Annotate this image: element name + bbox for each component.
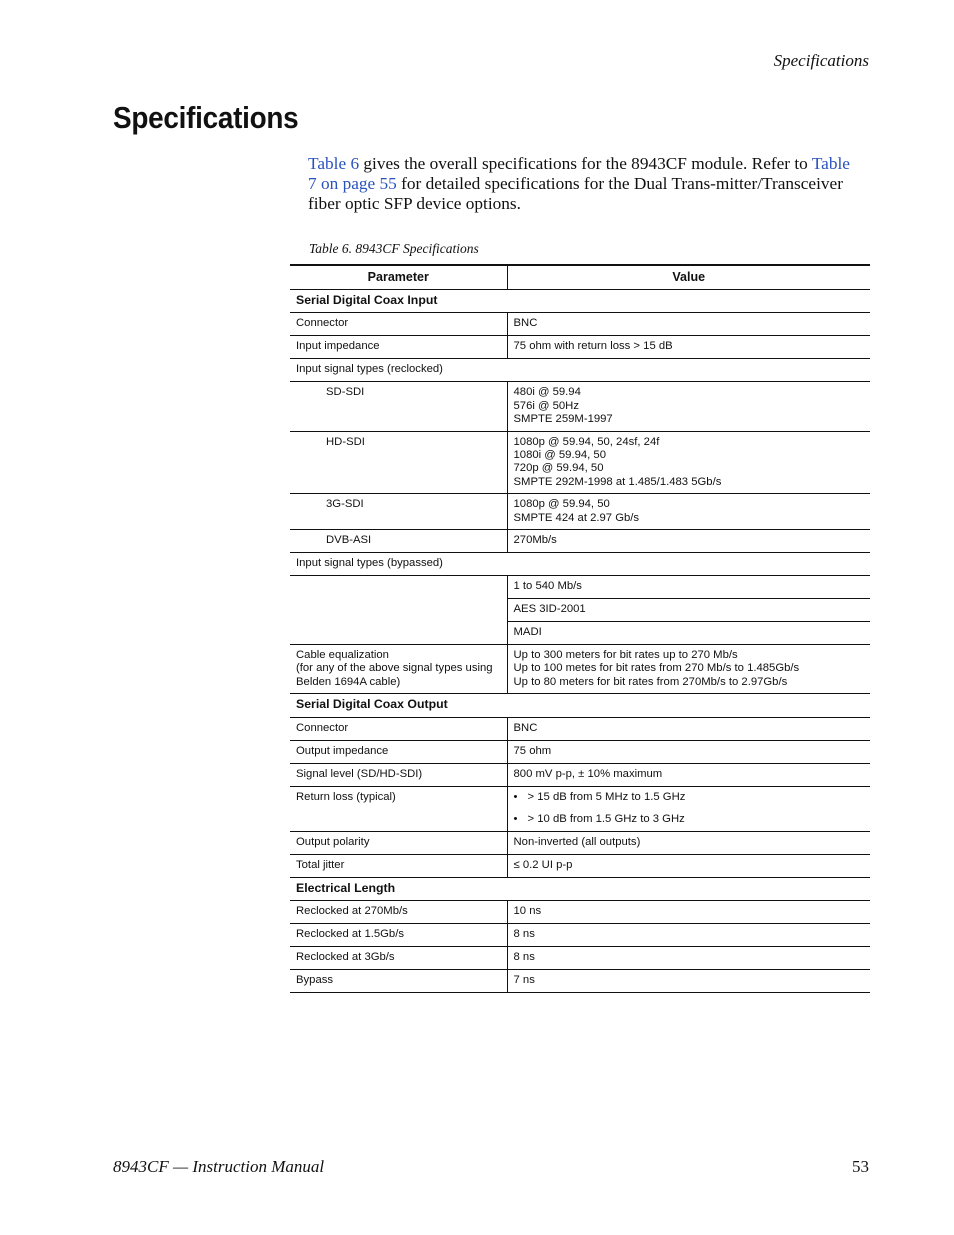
value-cell	[507, 431, 870, 494]
footer-manual-title: 8943CF — Instruction Manual	[113, 1157, 325, 1176]
parameter-cell: Connector	[290, 717, 507, 740]
parameter-cell: Input signal types (reclocked)	[290, 359, 870, 382]
value-cell: BNC	[507, 313, 870, 336]
table-row	[290, 530, 870, 553]
section-label: Serial Digital Coax Input	[290, 290, 870, 313]
column-header-parameter: Parameter	[290, 265, 507, 290]
parameter-line: Cable equalization	[296, 649, 389, 662]
value-cell: 75 ohm with return loss > 15 dB	[507, 336, 870, 359]
running-head: Specifications	[773, 51, 869, 70]
table-row	[290, 946, 870, 969]
table-row	[290, 313, 870, 336]
parameter-cell: Output polarity	[290, 831, 507, 854]
table-row	[290, 336, 870, 359]
parameter-line: Belden 1694A cable)	[296, 675, 401, 688]
table-row	[290, 786, 870, 831]
parameter-cell: Connector	[290, 313, 507, 336]
value-line: 720p @ 59.94, 50	[513, 462, 604, 475]
section-label: Serial Digital Coax Output	[290, 694, 870, 717]
table-row	[290, 923, 870, 946]
table-row	[290, 359, 870, 382]
parameter-cell: Return loss (typical)	[290, 786, 507, 831]
page-title: Specifications	[113, 100, 299, 135]
section-row	[290, 877, 870, 900]
bullet-item	[514, 813, 865, 826]
table-row	[290, 494, 870, 530]
bullet-text: > 15 dB from 5 MHz to 1.5 GHz	[527, 790, 686, 803]
value-line: 1080p @ 59.94, 50, 24sf, 24f	[513, 435, 660, 448]
table-row	[290, 576, 870, 599]
value-line: Up to 300 meters for bit rates up to 270 Mb/s	[513, 649, 738, 662]
value-line: Up to 80 meters for bit rates from 270Mb/s to 2.97Gb/s	[513, 675, 788, 688]
parameter-cell: HD-SDI	[290, 431, 507, 494]
value-cell: MADI	[507, 622, 870, 645]
value-cell: 1 to 540 Mb/s	[507, 576, 870, 599]
value-line: Up to 100 metes for bit rates from 270 Mb/s to 1.485Gb/s	[513, 662, 800, 675]
value-cell	[507, 494, 870, 530]
bullet-item	[514, 791, 865, 804]
value-cell: Non-inverted (all outputs)	[507, 831, 870, 854]
table-row	[290, 431, 870, 494]
table-row	[290, 717, 870, 740]
parameter-cell: Reclocked at 3Gb/s	[290, 946, 507, 969]
value-cell: 10 ns	[507, 900, 870, 923]
value-cell: AES 3ID-2001	[507, 599, 870, 622]
table-row	[290, 831, 870, 854]
parameter-cell	[290, 645, 507, 694]
value-line: SMPTE 259M-1997	[513, 413, 613, 426]
parameter-cell: Input impedance	[290, 336, 507, 359]
intro-paragraph	[308, 154, 856, 214]
parameter-cell: Total jitter	[290, 854, 507, 877]
table-header-row	[290, 265, 870, 290]
table-7-link[interactable]: Table 7 on page 55	[308, 154, 850, 193]
value-cell: 270Mb/s	[507, 530, 870, 553]
section-row	[290, 290, 870, 313]
value-line: SMPTE 292M-1998 at 1.485/1.483 5Gb/s	[513, 475, 722, 488]
value-cell: ≤ 0.2 UI p-p	[507, 854, 870, 877]
parameter-cell: SD-SDI	[290, 382, 507, 431]
footer-page-number: 53	[852, 1157, 869, 1176]
table-row	[290, 382, 870, 431]
parameter-line: (for any of the above signal types using	[296, 662, 493, 675]
value-line: SMPTE 424 at 2.97 Gb/s	[513, 511, 640, 524]
value-line: 576i @ 50Hz	[513, 399, 579, 412]
value-line: 480i @ 59.94	[513, 386, 581, 399]
section-label: Electrical Length	[290, 877, 870, 900]
parameter-cell: Input signal types (bypassed)	[290, 553, 870, 576]
bullet-icon: •	[513, 790, 518, 803]
parameter-cell: Bypass	[290, 969, 507, 992]
bullet-icon: •	[513, 813, 518, 826]
table-row	[290, 740, 870, 763]
table-caption: Table 6. 8943CF Specifications	[309, 241, 479, 256]
value-cell: 8 ns	[507, 923, 870, 946]
parameter-cell: Reclocked at 270Mb/s	[290, 900, 507, 923]
parameter-cell: DVB-ASI	[290, 530, 507, 553]
value-cell	[507, 382, 870, 431]
table-6-link[interactable]: Table 6	[308, 154, 360, 173]
column-header-value: Value	[507, 265, 870, 290]
parameter-cell	[290, 576, 507, 645]
section-row	[290, 694, 870, 717]
intro-text-1: gives the overall specifications for the 8943CF module. Refer to	[359, 154, 812, 173]
parameter-cell: 3G-SDI	[290, 494, 507, 530]
value-cell: 7 ns	[507, 969, 870, 992]
bullet-text: > 10 dB from 1.5 GHz to 3 GHz	[527, 813, 685, 826]
value-cell: BNC	[507, 717, 870, 740]
value-cell: 800 mV p-p, ± 10% maximum	[507, 763, 870, 786]
table-row	[290, 553, 870, 576]
table-row	[290, 969, 870, 992]
parameter-cell: Output impedance	[290, 740, 507, 763]
value-cell	[507, 645, 870, 694]
value-cell: 8 ns	[507, 946, 870, 969]
table-row	[290, 854, 870, 877]
value-cell: 75 ohm	[507, 740, 870, 763]
value-cell	[507, 786, 870, 831]
table-row	[290, 645, 870, 694]
parameter-cell: Signal level (SD/HD-SDI)	[290, 763, 507, 786]
specifications-table	[290, 264, 870, 993]
table-row	[290, 763, 870, 786]
intro-text-2: for detailed specifications for the Dual Trans-mitter/Transceiver fiber optic SFP device options.	[308, 174, 843, 213]
parameter-cell: Reclocked at 1.5Gb/s	[290, 923, 507, 946]
value-line: 1080p @ 59.94, 50	[513, 498, 610, 511]
value-line: 1080i @ 59.94, 50	[513, 449, 606, 462]
table-row	[290, 900, 870, 923]
